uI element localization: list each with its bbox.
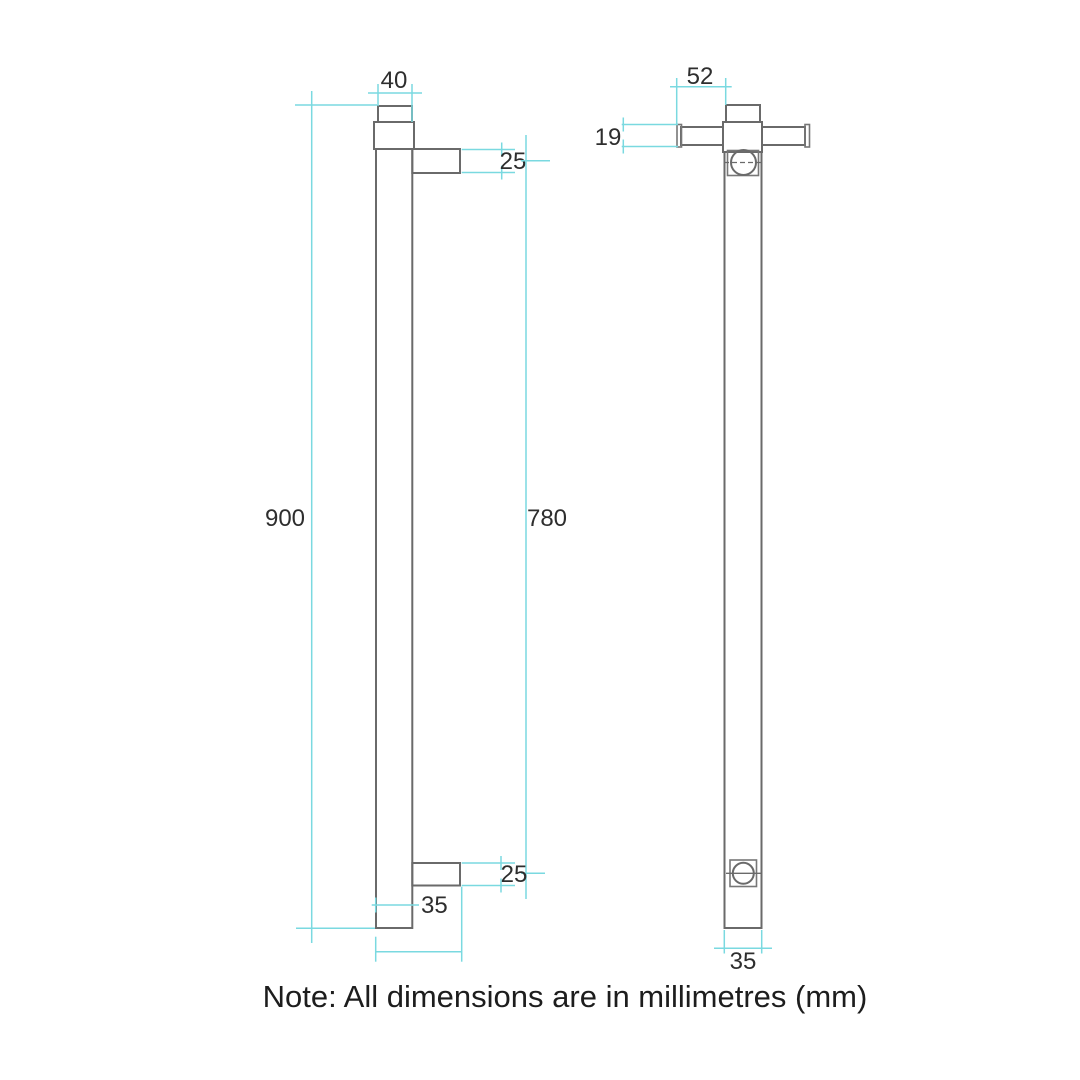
dim-label-bar-width: 35 [421, 892, 448, 919]
dim-label-bracket-spacing: 780 [526, 505, 568, 532]
dim-upper-bracket-25 [462, 143, 527, 180]
side-top-collar [723, 122, 762, 152]
dim-crossbar-offset-52 [670, 63, 732, 124]
dimensions-note: Note: All dimensions are in millimetres (mm) [262, 979, 868, 1014]
crossbar-right-arm [762, 127, 805, 145]
side-vertical-bar [725, 152, 762, 928]
dim-overall-height-900 [265, 91, 377, 943]
front-top-collar [374, 122, 414, 149]
crossbar-left-arm [681, 127, 723, 145]
lower-mount-detail [726, 860, 761, 887]
crossbar-right-end-cap [805, 125, 810, 148]
front-vertical-bar [376, 149, 412, 928]
side-top-cap [726, 105, 760, 122]
dim-label-top-width: 40 [380, 67, 408, 94]
front-view [265, 67, 567, 962]
dim-label-lower-bracket: 25 [500, 861, 528, 888]
front-upper-bracket [412, 149, 460, 173]
dim-bar-depth-35 [714, 930, 772, 975]
dim-label-bar-depth: 35 [729, 948, 757, 975]
dim-label-upper-bracket: 25 [499, 148, 527, 175]
dim-label-crossbar-offset: 52 [686, 63, 714, 90]
upper-mount-detail [724, 150, 762, 176]
side-view [595, 63, 810, 975]
dim-bottom-span [376, 887, 462, 962]
front-top-cap [378, 106, 412, 122]
dim-bracket-spacing-780 [521, 135, 567, 899]
dim-bar-width-35 [372, 892, 448, 919]
front-lower-bracket [412, 863, 460, 886]
dim-lower-bracket-25 [462, 856, 528, 893]
dim-label-overall-height: 900 [264, 505, 306, 532]
crossbar-left-end-cap [677, 125, 682, 148]
dim-top-width-40 [368, 67, 422, 122]
dim-crossbar-diameter-19 [595, 118, 678, 154]
dim-label-crossbar-diameter: 19 [594, 124, 622, 151]
